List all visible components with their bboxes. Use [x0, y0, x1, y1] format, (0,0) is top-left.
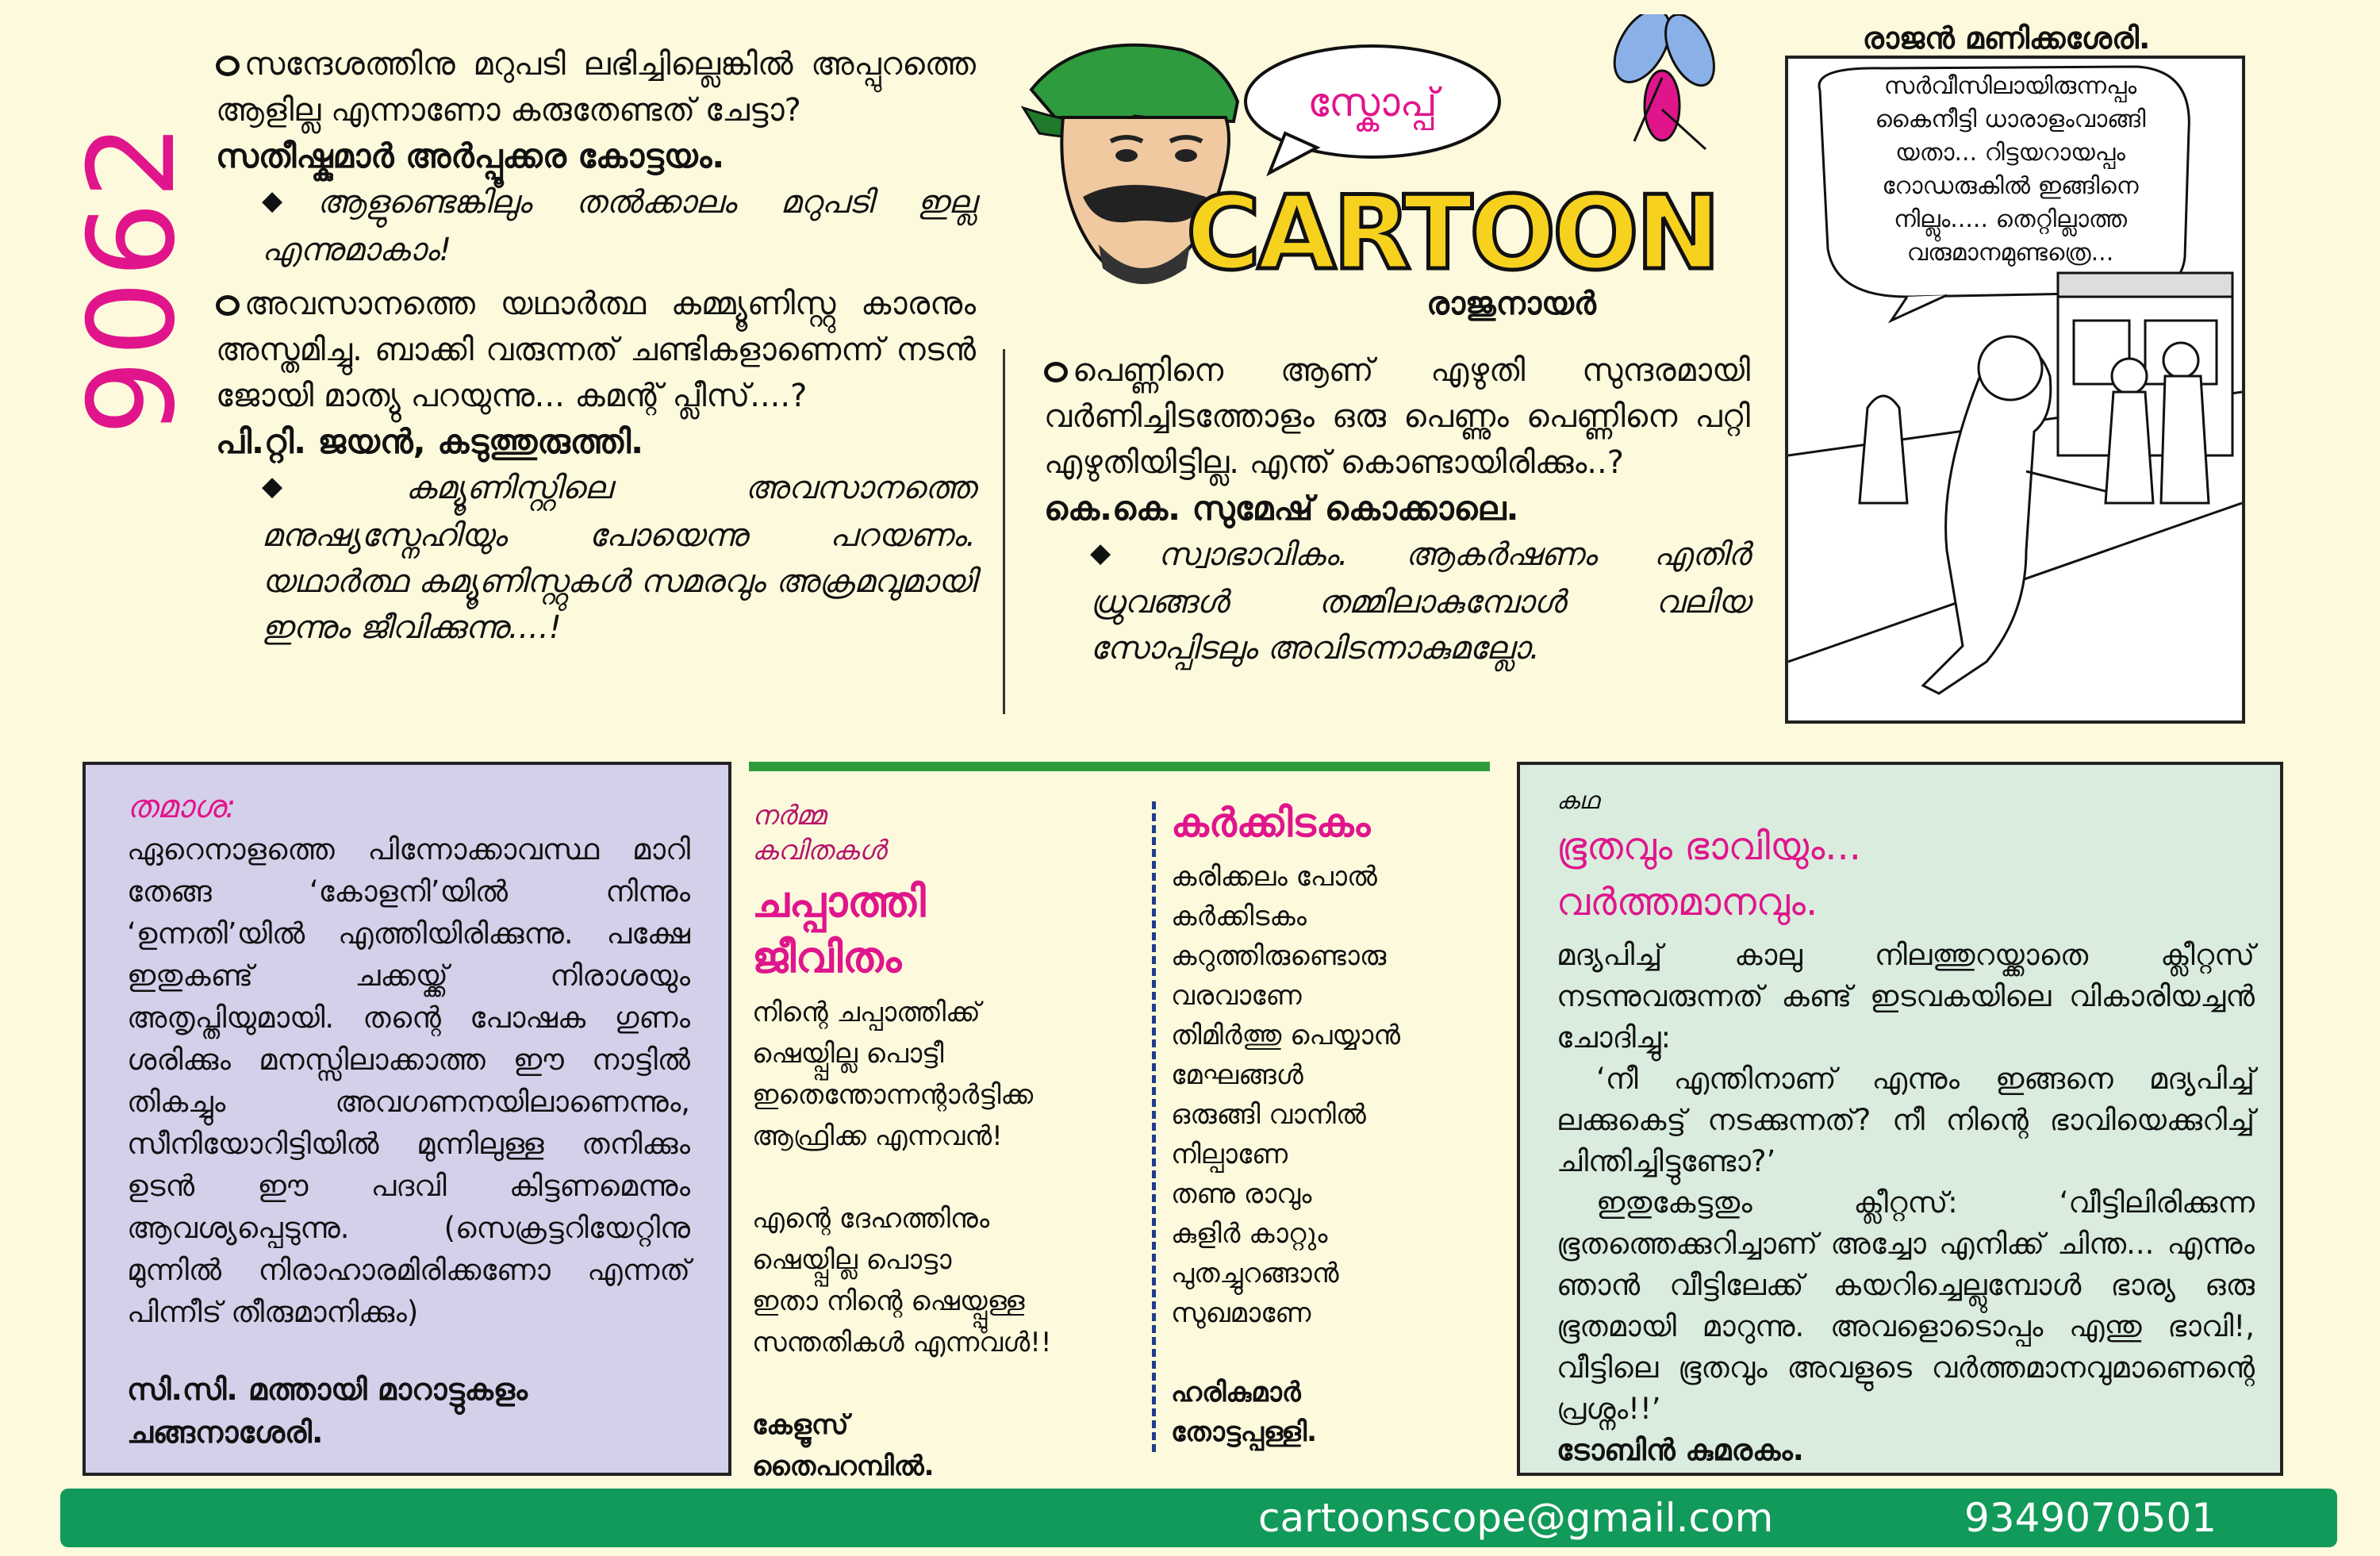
poem-line: മേഘങ്ങൾ [1171, 1059, 1303, 1091]
story-title [1557, 819, 1861, 930]
poem-line: ഷെയ്പ്പില്ല പൊട്ടാ [752, 1244, 952, 1276]
qa-author-2: പി.റ്റി. ജയൻ, കടുത്തുരുത്തി. [216, 422, 644, 461]
poem2-body [1171, 857, 1504, 1452]
qa-answer-1: ◆ആളുണ്ടെങ്കിലും തൽക്കാലം മറുപടി ഇല്ല എന്നുമാകാം! [262, 184, 976, 268]
poem-line: ഇതാ നിന്റെ ഷെയ്പ്പുള്ള [752, 1285, 1025, 1317]
logo-illustration [1008, 14, 1745, 332]
story-box [1517, 762, 2283, 1476]
logo-byline: രാജുനായർ [1426, 286, 1596, 322]
poem-line: കുളിർ കാറ്റും [1171, 1218, 1328, 1250]
circle-bullet-icon [216, 56, 240, 76]
poem-line: സന്തതികൾ എന്നവൾ!! [752, 1327, 1052, 1358]
diamond-bullet-icon: ◆ [1090, 537, 1158, 569]
logo-bubble-text: സ്കോപ്പ് [1307, 79, 1438, 125]
poem1-title [752, 874, 926, 985]
footer-bar [60, 1489, 2337, 1547]
poem-line: നില്പാണേ [1171, 1139, 1288, 1170]
qa-right-column [1044, 348, 1750, 671]
poem-line: പുതച്ചുറങ്ങാൻ [1171, 1258, 1339, 1289]
poem2-title: കർക്കിടകം [1171, 800, 1371, 846]
speech-line: സർവീസിലായിരുന്നപ്പം [1883, 72, 2137, 100]
story-body [1557, 935, 2255, 1471]
poem-line: എന്റെ ദേഹത്തിനും [752, 1203, 990, 1235]
diamond-bullet-icon: ◆ [262, 185, 317, 217]
mosquito-icon [1603, 14, 1724, 149]
thamasha-author-place: ചങ്ങനാശേരി. [127, 1415, 324, 1450]
poem1-title-line: ചപ്പാത്തി [752, 877, 926, 927]
speech-line: റോഡരുകിൽ ഇങ്ങിനെ [1882, 172, 2139, 200]
poem-line: കരിക്കലം പോൽ [1171, 861, 1377, 893]
poem-line: വരവാണേ [1171, 980, 1302, 1012]
issue-number-text: 9062 [63, 120, 202, 436]
thamasha-title: തമാശ: [127, 789, 236, 825]
qa-question-2: അവസാനത്തെ യഥാർത്ഥ കമ്മ്യൂണിസ്റ്റു കാരനും അസ്തമിച്ചു. ബാക്കി വരുന്നത് ചണ്ടികളാണെന്ന് നടൻ ജോയി മാത്യു പറയുന്നു... കമന്റ് പ്ലീസ്....? [216, 286, 976, 414]
qa-question-3: പെണ്ണിനെ ആണ് എഴുതി സുന്ദരമായി വർണിച്ചിടത്തോളം ഒരു പെണ്ണും പെണ്ണിനെ പറ്റി എഴുതിയിട്ടില്ല. എന്ത് കൊണ്ടായിരിക്കും..? [1044, 352, 1750, 481]
story-paragraph: ഇതുകേട്ടതും ക്ലീറ്റസ്: ‘വീട്ടിലിരിക്കുന്ന ഭൂതത്തെക്കുറിച്ചാണ് അച്ചോ എനിക്ക് ചിന്ത... എന്നും ഞാൻ വീട്ടിലേക്ക് കയറിച്ചെല്ലുമ്പോൾ ഭാര്യ ഒരു ഭൂതമായി മാറുന്നു. അവളൊടൊപ്പം എന്തു ഭാവി!, വീട്ടിലെ ഭൂതവും അവളുടെ വർത്തമാനവുമാണെന്റെ പ്രശ്നം!!’ [1557, 1185, 2255, 1426]
speech-line: നില്ലും..... തെറ്റില്ലാത്ത [1893, 206, 2128, 233]
poem-section-label [752, 798, 886, 868]
thamasha-box [83, 762, 731, 1476]
story-author: ടോബിൻ കുമരകം. [1557, 1433, 1804, 1467]
thamasha-body: ഏറെനാളത്തെ പിന്നോക്കാവസ്ഥ മാറി തേങ്ങ ‘കോളനി’യിൽ നിന്നും ‘ഉന്നതി’യിൽ എത്തിയിരിക്കുന്നു. പക്ഷേ ഇതുകണ്ട് ചക്കയ്ക്ക് നിരാശയും അതൃപ്തിയുമായി. തന്റെ പോഷക ഗുണം ശരിക്കും മനസ്സിലാക്കാത്ത ഈ നാട്ടിൽ തികച്ചും അവഗണനയിലാണെന്നും, സീനിയോറിട്ടിയിൽ മുന്നിലുള്ള തനിക്കും ഉടൻ ഈ പദവി കിട്ടണമെന്നും ആവശ്യപ്പെടുന്നു. (സെക്രട്ടറിയേറ്റിനു മുന്നിൽ നിരാഹാരമിരിക്കണോ എന്നത് പിന്നീട് തീരുമാനിക്കും) [127, 832, 690, 1329]
poem1-body [752, 992, 1133, 1487]
poem-line: ഇതെന്തോന്നന്റാർട്ടിക്ക [752, 1079, 1034, 1111]
logo-word: CARTOON [1186, 175, 1718, 293]
poem-label-line: കവിതകൾ [752, 835, 886, 866]
poem-line: ഒരുങ്ങി വാനിൽ [1171, 1099, 1366, 1131]
poem-line: സുഖമാണേ [1171, 1297, 1311, 1329]
poem-line: തണു രാവും [1171, 1178, 1312, 1210]
poems-top-rule [749, 762, 1490, 771]
story-label: കഥ [1557, 787, 1599, 815]
cartoonist-name: രാജൻ മണിക്കശേരി. [1862, 21, 2151, 56]
qa-answer-2: ◆കമ്യൂണിസ്റ്റിലെ അവസാനത്തെ മനുഷ്യസ്നേഹിയും പോയെന്നു പറയണം. യഥാർത്ഥ കമ്യൂണിസ്റ്റുകൾ സമരവും അക്രമവുമായി ഇന്നും ജീവിക്കുന്നു....! [262, 470, 976, 646]
poem1-title-line: ജീവിതം [752, 932, 902, 982]
circle-bullet-icon [216, 295, 240, 316]
thamasha-author [127, 1368, 690, 1454]
footer-email[interactable]: cartoonscope@gmail.com [1258, 1495, 1774, 1541]
qa-author-3: കെ.കെ. സുമേഷ് കൊക്കാലെ. [1044, 489, 1519, 528]
poem2-author: തോട്ടപ്പള്ളി. [1171, 1416, 1318, 1448]
cartoon-panel [1785, 56, 2245, 724]
poem-label-line: നർമ്മ [752, 800, 826, 832]
poem-line: ഷെയ്പ്പില്ല പൊട്ടീ [752, 1038, 944, 1070]
poem-line: കർക്കിടകം [1171, 901, 1307, 932]
cartoon-scope-logo [1008, 14, 1745, 332]
poem-line: തിമിർത്തു പെയ്യാൻ [1171, 1020, 1401, 1051]
story-paragraph: മദ്യപിച്ച് കാലു നിലത്തുറയ്ക്കാതെ ക്ലീറ്റസ് നടന്നുവരുന്നത് കണ്ട് ഇടവകയിലെ വികാരിയച്ചൻ ചോദിച്ചു: [1557, 938, 2255, 1055]
poem-line: കറുത്തിരുണ്ടൊരു [1171, 940, 1387, 972]
qa-left-column [216, 41, 976, 651]
speech-line: വരുമാനമുണ്ടത്രെ... [1906, 239, 2114, 267]
story-title-line: ഭൂതവും ഭാവിയും... [1557, 824, 1861, 869]
speech-line: യതാ... റിട്ടയറായപ്പം [1895, 139, 2125, 167]
speech-line: കൈനീട്ടി ധാരാളംവാങ്ങി [1875, 106, 2146, 133]
thamasha-author-name: സി.സി. മത്തായി മാറാട്ടുകളം [127, 1372, 528, 1407]
qa-question-1: സന്ദേശത്തിനു മറുപടി ലഭിച്ചില്ലെങ്കിൽ അപ്പുറത്തെ ആളില്ല എന്നാണോ കരുതേണ്ടത് ചേട്ടാ? [216, 46, 976, 129]
poem1-author: തൈപറമ്പിൽ. [752, 1450, 935, 1482]
story-paragraph: ‘നീ എന്തിനാണ് എന്നും ഇങ്ങനെ മദ്യപിച്ച് ലക്കുകെട്ട് നടക്കുന്നത്? നീ നിന്റെ ഭാവിയെക്കുറിച്ച് ചിന്തിച്ചിട്ടുണ്ടോ?’ [1557, 1062, 2255, 1178]
diamond-bullet-icon: ◆ [262, 471, 406, 502]
poem1-author: കേളൂസ് [752, 1409, 849, 1441]
footer-phone[interactable]: 9349070501 [1964, 1495, 2217, 1541]
qa-author-1: സതീഷ്കുമാർ അർപ്പൂക്കര കോട്ടയം. [216, 136, 725, 175]
story-title-line: വർത്തമാനവും. [1557, 880, 1818, 924]
cartoon-speech [1844, 70, 2177, 270]
poem2-author: ഹരികുമാർ [1171, 1377, 1301, 1408]
circle-bullet-icon [1044, 362, 1068, 382]
issue-number [63, 56, 202, 500]
poem-divider-dashed [1152, 801, 1156, 1452]
column-divider [1003, 349, 1005, 714]
qa-answer-3: ◆സ്വാഭാവികം. ആകർഷണം എതിർ ധ്രുവങ്ങൾ തമ്മിലാകുമ്പോൾ വലിയ സോപ്പിടലും അവിടന്നാകുമല്ലോ. [1090, 536, 1750, 667]
poem-line: ആഫ്രിക്ക എന്നവൻ! [752, 1120, 1003, 1152]
poem-line: നിന്റെ ചപ്പാത്തിക്ക് [752, 997, 981, 1028]
